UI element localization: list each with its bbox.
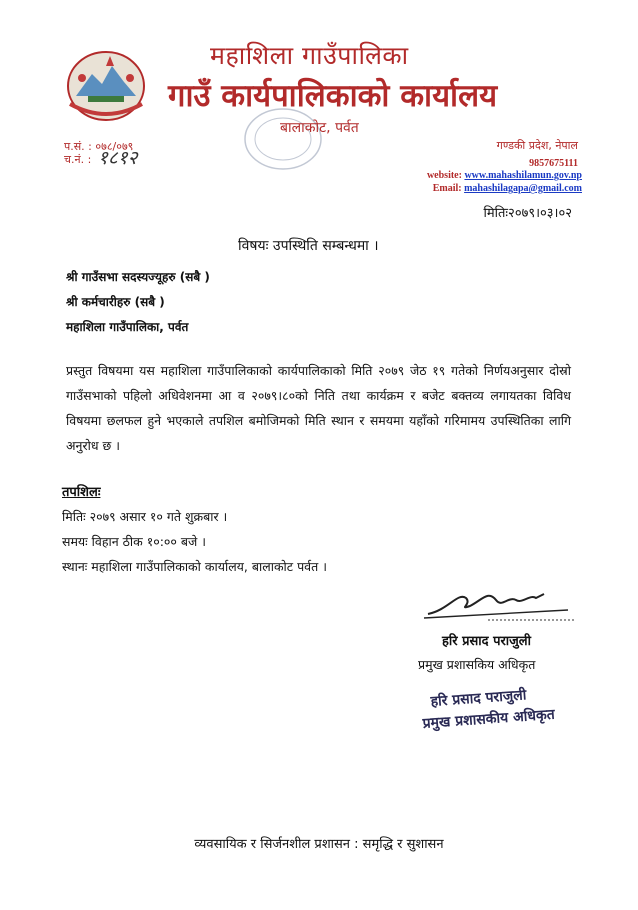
email-line (433, 183, 582, 194)
office-address: बालाकोट, पर्वत (280, 120, 359, 136)
recipient-line: श्री गाउँसभा सदस्यज्यूहरु (सबै ) (66, 270, 210, 284)
name-seal: हरि प्रसाद पराजुली (430, 687, 527, 710)
nepal-emblem-icon (62, 44, 150, 124)
signer-name: हरि प्रसाद पराजुली (442, 634, 531, 649)
signature (418, 580, 578, 626)
municipality-name: महाशिला गाउँपालिका (210, 41, 409, 70)
website-link[interactable]: www.mahashilamun.gov.np (464, 170, 582, 181)
recipient-line: महाशिला गाउँपालिका, पर्वत (66, 320, 189, 334)
office-name: गाउँ कार्यपालिकाको कार्यालय (168, 78, 498, 114)
website-label: website: (426, 170, 462, 181)
details-venue: स्थानः महाशिला गाउँपालिकाको कार्यालय, बालाकोट पर्वत । (62, 559, 327, 574)
dispatch-label: च.नं. : (64, 153, 92, 166)
letter-body: प्रस्तुत विषयमा यस महाशिला गाउँपालिकाको कार्यपालिकाको मिति २०७९ जेठ १९ गतेको निर्णयअनुसार दोस्रो गाउँसभाको पहिलो अधिवेशनमा आ व २०७९।८०को निति तथा कार्यक्रम र बजेट बक्तव्य लगायतका विविध विषयमा छलफल हुने भएकाले तपशिल बमोजिमको मिति स्थान र समयमा यहाँको गरिमामय उपस्थितिका लागि अनुरोध छ । (66, 363, 571, 453)
phone-number: 9857675111 (529, 158, 578, 169)
details-date: मितिः २०७९ असार १० गते शुक्रबार । (62, 509, 228, 524)
province: गण्डकी प्रदेश, नेपाल (496, 139, 578, 152)
email-link[interactable]: mahashilagapa@gmail.com (464, 183, 582, 194)
signer-title: प्रमुख प्रशासकिय अधिकृत (418, 657, 536, 672)
office-stamp (238, 104, 328, 174)
title-seal: प्रमुख प्रशासकीय अधिकृत (422, 706, 556, 732)
details-heading: तपशिलः (62, 485, 101, 500)
letter-number: प.सं. : ०७८/०७९ (64, 140, 134, 153)
email-label: Email: (432, 183, 462, 194)
website-line (427, 170, 582, 181)
dispatch-number: १८१२ (98, 147, 138, 169)
subject-line: विषयः उपस्थिति सम्बन्धमा । (238, 238, 379, 254)
footer-motto: व्यवसायिक र सिर्जनशील प्रशासन : समृद्धि र सुशासन (194, 837, 444, 852)
letter-date: मितिः२०७९।०३।०२ (483, 206, 572, 221)
recipient-line: श्री कर्मचारीहरु (सबै ) (66, 295, 165, 309)
details-time: समयः विहान ठीक १०:०० बजे । (62, 534, 207, 549)
